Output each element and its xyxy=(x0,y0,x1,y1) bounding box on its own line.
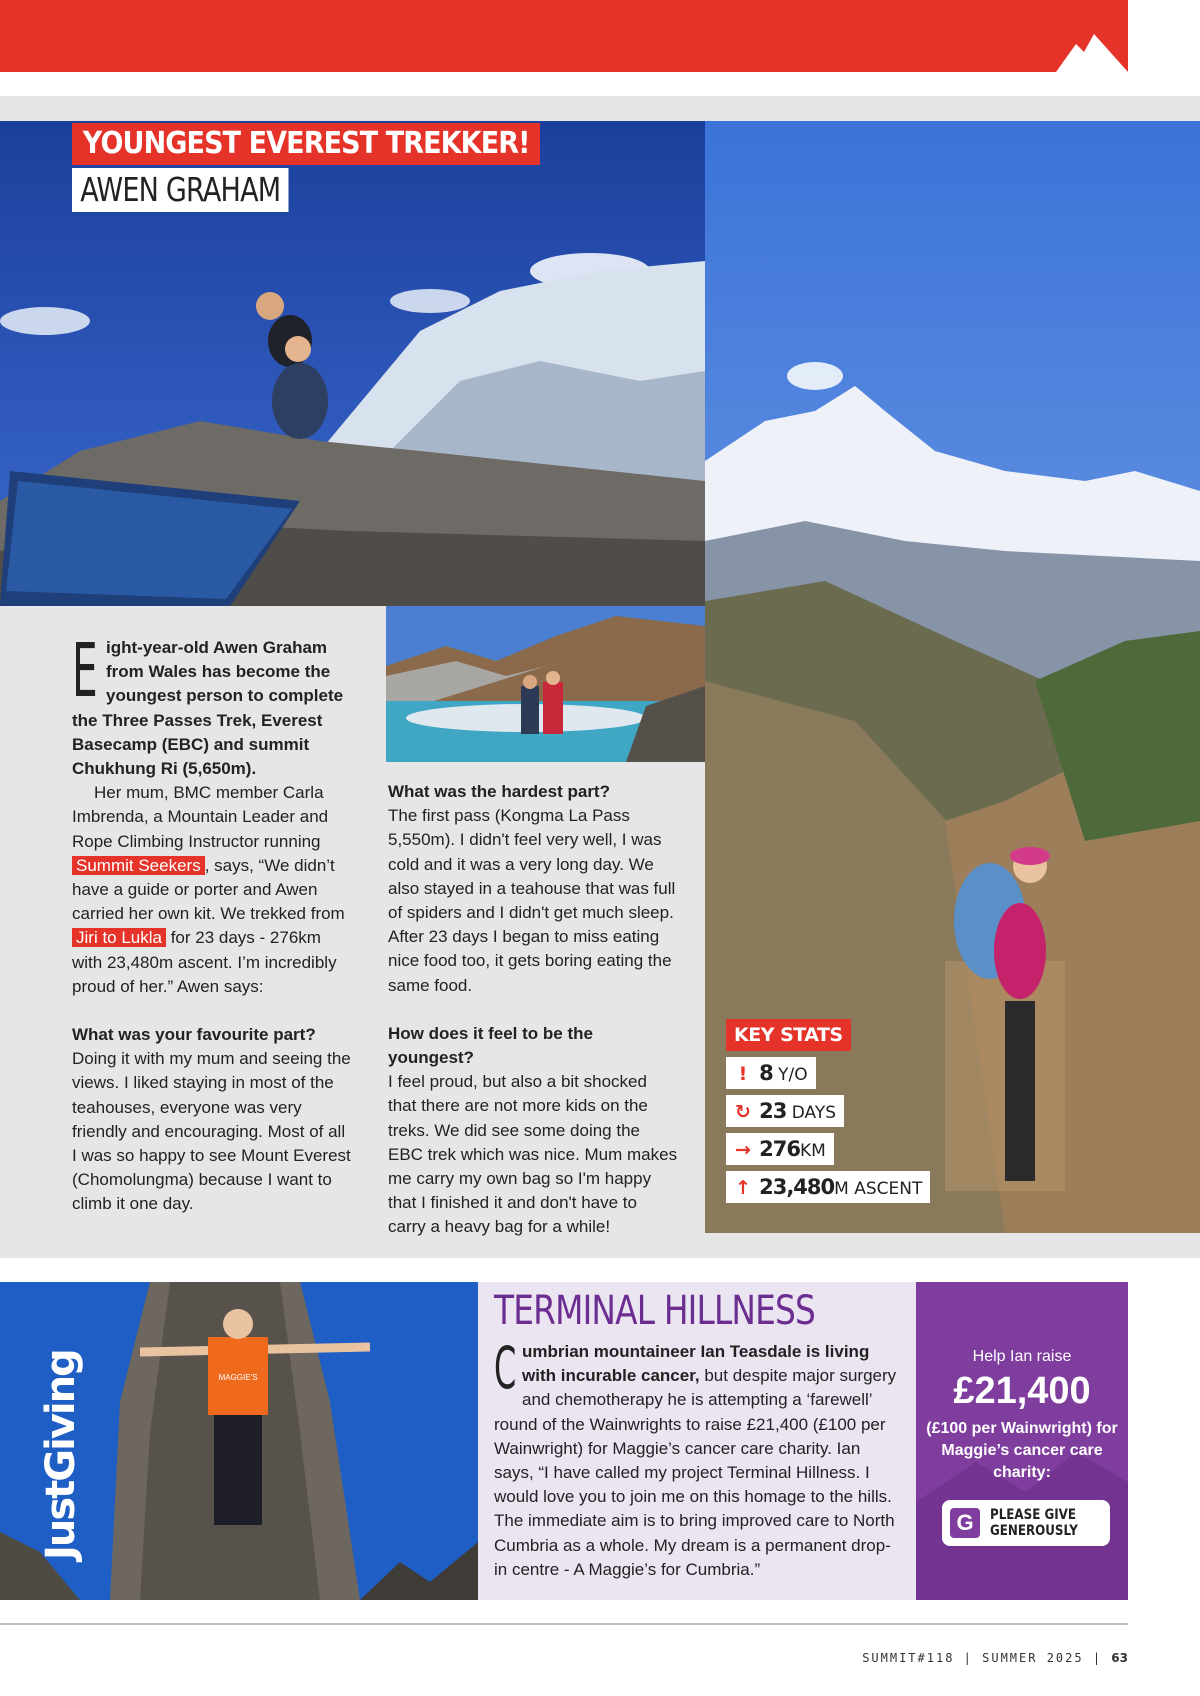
answer-text: I feel proud, but also a bit shocked that there are not more kids on the treks. We did see some doing the EBC trek which was nice. Mum makes me carry my own bag so I'm happy that I finished it and don't have to carry a heavy bag for a while! xyxy=(388,1072,678,1237)
stat-value: 23,480 xyxy=(759,1175,835,1199)
top-banner xyxy=(0,0,1128,72)
alert-icon: ! xyxy=(738,1063,748,1085)
stat-value: 23 xyxy=(759,1099,787,1123)
feature-title: TERMINAL HILLNESS xyxy=(494,1288,816,1334)
folio-separator: | xyxy=(954,1651,983,1665)
jiri-to-lukla-link[interactable]: Jiri to Lukla xyxy=(72,928,166,947)
stat-unit: Y/O xyxy=(772,1065,808,1085)
key-stats-box xyxy=(726,1019,923,1199)
please-give-button[interactable] xyxy=(942,1500,1110,1546)
stat-days xyxy=(726,1095,844,1127)
key-stats-title: KEY STATS xyxy=(726,1019,851,1051)
summit-seekers-link[interactable]: Summit Seekers xyxy=(72,856,205,875)
answer-text: The first pass (Kongma La Pass 5,550m). I didn't feel very well, I was cold and it was a very long day. We also stayed in a teahouse that was full of spiders and I didn't get much sleep. After 23 days I began to miss eating nice food too, it gets boring eating the same food. xyxy=(388,806,676,995)
donate-panel xyxy=(916,1282,1128,1600)
page-number: 63 xyxy=(1111,1651,1128,1665)
answer-text: Doing it with my mum and seeing the views. I liked staying in most of the teahouses, everyone was very friendly and encouraging. Most of all I was so happy to see Mount Everest (Chomolungma) because I want to climb it one day. xyxy=(72,1049,351,1214)
subheadline-name: AWEN GRAHAM xyxy=(72,168,289,212)
article-intro xyxy=(72,628,352,781)
stat-unit: M ASCENT xyxy=(834,1179,923,1199)
article-column-middle xyxy=(388,780,678,1240)
stat-unit: KM xyxy=(799,1141,826,1161)
mountain-logo-icon xyxy=(1056,34,1128,72)
drop-cap: C xyxy=(494,1334,517,1402)
headline: YOUNGEST EVEREST TREKKER! xyxy=(72,123,540,165)
stat-value: 8 xyxy=(759,1061,773,1085)
page-folio xyxy=(862,1651,1128,1665)
paragraph-text: , says, “We didn’t have a guide or porter and Awen carried her own kit. We trekked from xyxy=(72,855,345,924)
donate-intro: Help Ian raise xyxy=(972,1348,1072,1365)
justgiving-logo: JustGiving xyxy=(38,1350,84,1560)
refresh-icon: ↻ xyxy=(735,1101,751,1123)
drop-cap: E xyxy=(72,628,98,714)
shirt-logo: MAGGIE'S xyxy=(218,1373,258,1382)
footer-rule xyxy=(0,1623,1128,1625)
stat-unit: DAYS xyxy=(786,1103,837,1123)
arrow-right-icon: → xyxy=(735,1139,751,1161)
paragraph-text: for 23 days - 276km with 23,480m ascent. I’m incredibly proud of her.” Awen says: xyxy=(72,928,337,996)
stat-ascent xyxy=(726,1171,930,1203)
stat-value: 276 xyxy=(759,1137,800,1161)
lake-photo xyxy=(386,606,705,762)
arrow-up-icon: ↑ xyxy=(735,1177,751,1199)
stat-age xyxy=(726,1057,816,1089)
question-heading: What was your favourite part? xyxy=(72,1025,316,1045)
magazine-issue: SUMMIT#118 xyxy=(862,1651,955,1665)
article-paragraph xyxy=(72,781,352,999)
stat-distance xyxy=(726,1133,834,1165)
question-heading: How does it feel to be the youngest? xyxy=(388,1023,593,1068)
intro-text: ight-year-old Awen Graham from Wales has become the youngest person to complete the Three Passes Trek, Everest Basecamp (EBC) and summit Chukhung Ri (5,650m). xyxy=(72,638,344,779)
donate-amount: £21,400 xyxy=(953,1370,1091,1412)
justgiving-g-icon: G xyxy=(950,1508,980,1538)
donate-note: (£100 per Wainwright) for Maggie’s cancer care charity: xyxy=(926,1420,1118,1481)
please-give-label: PLEASE GIVE GENEROUSLY xyxy=(990,1507,1078,1539)
article-column-left xyxy=(72,628,352,1217)
question-heading: What was the hardest part? xyxy=(388,782,610,801)
feature-text: but despite major surgery and chemotherapy he is attempting a ‘farewell’ round of the Wainwrights to raise £21,400 (£100 per Wainwright) for Maggie’s cancer care charity. Ian says, “I have called my project Terminal Hillness. I would love you to join me on this homage to the hills. The immediate aim is to bring improved care to North Cumbria as a whole. My dream is a permanent drop-in centre - A Maggie’s for Cumbria.” xyxy=(494,1366,897,1579)
paragraph-text: Her mum, BMC member Carla Imbrenda, a Mountain Leader and Rope Climbing Instructor running xyxy=(72,783,329,851)
feature-lead: umbrian mountaineer Ian Teasdale is living with incurable cancer, xyxy=(522,1342,870,1386)
feature-body xyxy=(494,1334,904,1582)
folio-separator: | xyxy=(1083,1651,1112,1665)
issue-season: SUMMER 2025 xyxy=(982,1651,1084,1665)
